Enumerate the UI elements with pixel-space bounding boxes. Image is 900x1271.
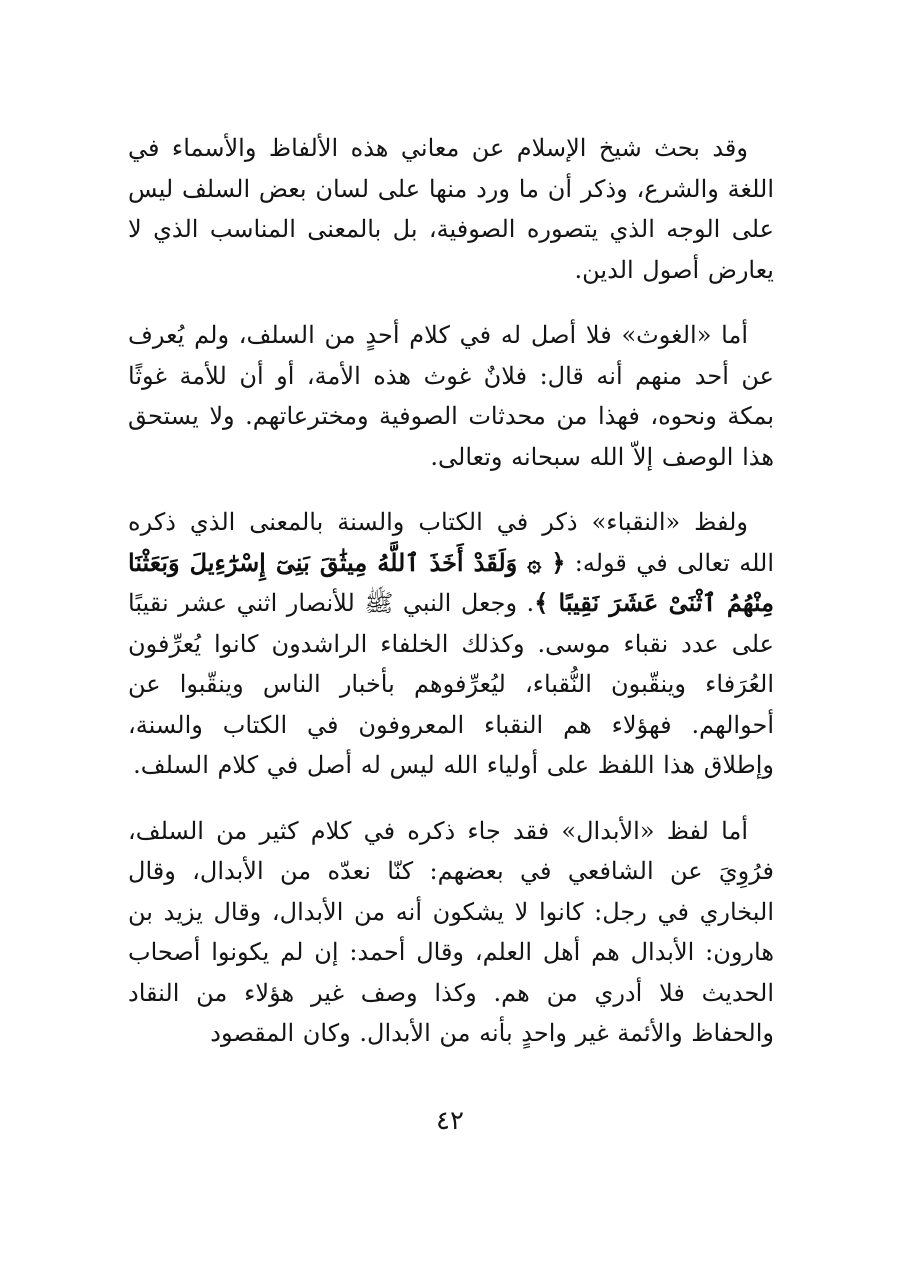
- paragraph-ghawth: أما «الغوث» فلا أصل له في كلام أحدٍ من السلف، ولم يُعرف عن أحد منهم أنه قال: فلانٌ غوث هذه الأمة، أو أن للأمة غوثًا بمكة ونحوه، فهذا من محدثات الصوفية ومخترعاتهم. ولا يستحق هذا الوصف إلاّ الله سبحانه وتعالى.: [128, 321, 774, 471]
- body-text: [128, 128, 774, 1079]
- quran-verse: ﴿ ۞ وَلَقَدْ أَخَذَ ٱللَّهُ مِيثَٰقَ بَنِىٓ إِسْرَٰٓءِيلَ وَبَعَثْنَا مِنْهُمُ ٱثْنَىْ عَشَرَ نَقِيبًا ﴾: [128, 547, 774, 617]
- paragraph-nuqaba: [128, 502, 774, 786]
- paragraph-ghawth-intro: وقد بحث شيخ الإسلام عن معاني هذه الألفاظ والأسماء في اللغة والشرع، وذكر أن ما ورد منها على لسان بعض السلف ليس على الوجه الذي يتصوره الصوفية، بل بالمعنى المناسب الذي لا يعارض أصول الدين.: [128, 134, 775, 284]
- page-number: ٤٢: [436, 1106, 464, 1136]
- paragraph-abdal: أما لفظ «الأبدال» فقد جاء ذكره في كلام كثير من السلف، فرُوِيَ عن الشافعي في بعضهم: كنّا نعدّه من الأبدال، وقال البخاري في رجل: كانوا لا يشكون أنه من الأبدال، وقال يزيد بن هارون: الأبدال هم أهل العلم، وقال أحمد: إن لم يكونوا أصحاب الحديث فلا أدري من هم. وكذا وصف غير هؤلاء من النقاد والحفاظ والأئمة غير واحدٍ بأنه من الأبدال. وكان المقصود: [128, 816, 775, 1047]
- paragraph-nuqaba-rest: . وجعل النبي ﷺ للأنصار اثني عشر نقيبًا على عدد نقباء موسى. وكذلك الخلفاء الراشدون كانوا يُعرِّفون العُرَفاء وينقّبون النُّقباء، ليُعرِّفوهم بأخبار الناس وينقّبوا عن أحوالهم. فهؤلاء هم النقباء المعروفون في الكتاب والسنة، وإطلاق هذا اللفظ على أولياء الله ليس له أصل في كلام السلف.: [128, 589, 774, 779]
- paragraph-nuqaba-intro: ولفظ «النقباء» ذكر في الكتاب والسنة بالمعنى الذي ذكره الله تعالى في قوله:: [128, 508, 774, 577]
